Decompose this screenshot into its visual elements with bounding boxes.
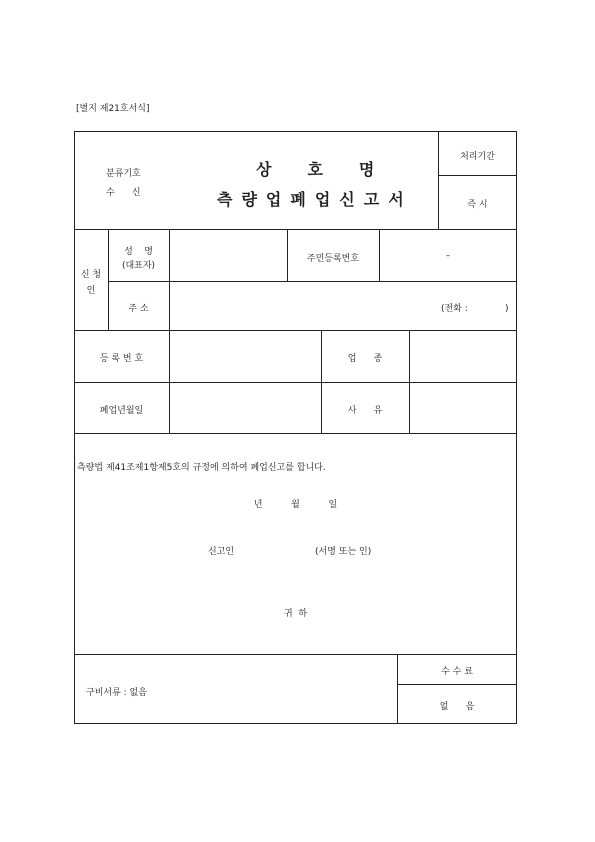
reason-label: 사 유 bbox=[347, 406, 383, 416]
divider bbox=[438, 175, 517, 176]
business-type-label: 업 종 bbox=[347, 354, 383, 364]
divider bbox=[409, 330, 410, 433]
classification-code-label: 분류기호 bbox=[106, 169, 141, 179]
name-label: 성 명 bbox=[124, 247, 153, 257]
divider bbox=[169, 229, 170, 433]
registration-number-label: 등 록 번 호 bbox=[99, 354, 144, 364]
divider bbox=[74, 229, 517, 230]
document-title: 측량업폐업신고서 bbox=[217, 190, 413, 209]
closure-date-label: 폐업년월일 bbox=[99, 406, 144, 416]
required-documents: 구비서류 : 없음 bbox=[86, 688, 147, 698]
recipient-label: 수 신 bbox=[106, 188, 141, 198]
processing-period-label: 처리기간 bbox=[460, 152, 495, 162]
applicant-section-label: 신 청 bbox=[80, 270, 102, 280]
divider bbox=[321, 330, 322, 433]
signature-label: (서명 또는 인) bbox=[315, 547, 372, 557]
divider bbox=[74, 330, 517, 331]
processing-period-value: 즉 시 bbox=[467, 200, 488, 210]
divider bbox=[438, 131, 439, 229]
resident-id-field[interactable]: – bbox=[445, 251, 451, 261]
form-number-label: [별지 제21호서식] bbox=[76, 104, 150, 114]
divider bbox=[74, 382, 517, 383]
resident-id-label: 주민등록번호 bbox=[306, 254, 360, 264]
representative-label: (대표자) bbox=[121, 261, 156, 271]
reporter-label: 신고인 bbox=[208, 547, 235, 557]
address-label: 주 소 bbox=[128, 304, 149, 314]
fee-label: 수 수 료 bbox=[441, 667, 473, 677]
divider bbox=[74, 654, 517, 655]
addressee-label: 귀 하 bbox=[283, 609, 308, 619]
divider bbox=[74, 433, 517, 434]
applicant-section-label-2: 인 bbox=[86, 286, 96, 296]
report-form bbox=[74, 131, 517, 724]
business-name-title: 상호명 bbox=[256, 160, 411, 179]
fee-value: 없 음 bbox=[439, 702, 475, 712]
divider bbox=[397, 684, 517, 685]
phone-label: (전화 : ) bbox=[441, 304, 509, 314]
date-line: 년 월 일 bbox=[253, 500, 338, 510]
declaration-statement: 측량법 제41조제1항제5호의 규정에 의하여 폐업신고를 합니다. bbox=[77, 463, 326, 473]
